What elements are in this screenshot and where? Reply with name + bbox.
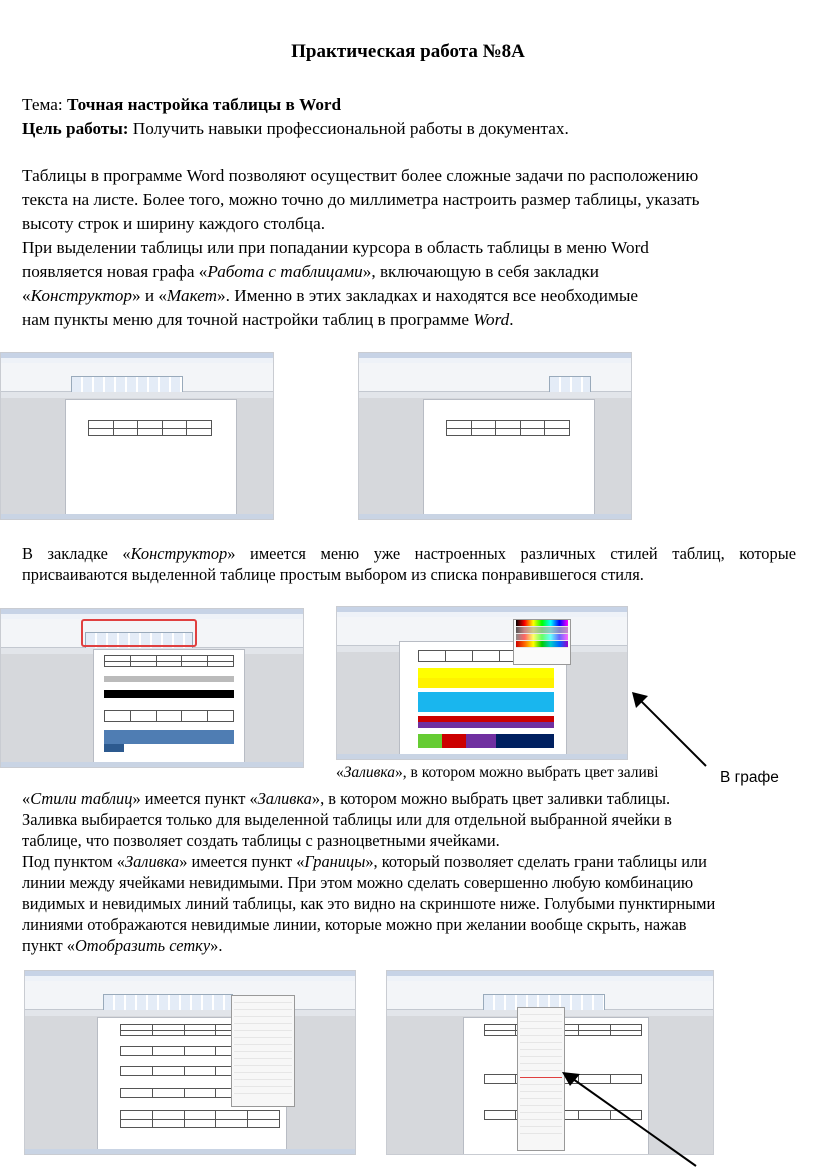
- intro-line-5: появляется новая графа «Работа с таблицами», включающую в себя закладки: [22, 262, 599, 281]
- page-title: Практическая работа №8А: [291, 41, 525, 62]
- word-screenshot-layout: [358, 352, 632, 520]
- goal-label: Цель работы:: [22, 119, 129, 138]
- constructor-paragraph: В закладке «Конструктор» имеется меню уже настроенных различных стилей таблиц, которые присваиваются выделенной таблице простым выбором из списка понравившегося стиля.: [22, 544, 796, 584]
- intro-line-7: нам пункты меню для точной настройки таблиц в программе Word.: [22, 310, 514, 329]
- styles-line-8: пункт «Отобразить сетку».: [22, 936, 223, 955]
- context-menu: [517, 1007, 565, 1151]
- intro-line-6: «Конструктор» и «Макет». Именно в этих закладках и находятся все необходимые: [22, 286, 639, 305]
- pointer-arrow: [630, 690, 710, 770]
- styles-line-5: линии между ячейками невидимыми. При этом можно сделать совершенно любую комбинацию: [22, 873, 694, 892]
- intro-line-3: высоту строк и ширину каждого столбца.: [22, 214, 325, 233]
- styles-line-2: Заливка выбирается только для выделенной таблицы или для отдельной выбранной ячейки в: [22, 810, 672, 829]
- topic-label: Тема:: [22, 95, 63, 114]
- word-screenshot-table-styles: [0, 608, 304, 768]
- goal-value: Получить навыки профессиональной работы в документах.: [132, 119, 569, 138]
- pointer-arrow-bottom: [560, 1070, 700, 1170]
- topic-line: [22, 94, 341, 115]
- fill-color-palette: [513, 619, 571, 665]
- styles-highlight: [81, 619, 197, 647]
- styles-line-4: Под пунктом «Заливка» имеется пункт «Границы», который позволяет сделать грани таблицы или: [22, 852, 707, 871]
- word-screenshot-constructor: [0, 352, 274, 520]
- borders-menu: [231, 995, 295, 1107]
- word-screenshot-fill: [336, 606, 628, 760]
- styles-line-7: линиями отображаются невидимые линии, которые можно при желании вообще скрыть, нажав: [22, 915, 687, 934]
- styles-line-3: таблице, что позволяет создать таблицы с разноцветными ячейками.: [22, 831, 500, 850]
- word-screenshot-borders: [24, 970, 356, 1155]
- overlap-caption-right: В графе: [720, 769, 779, 786]
- topic-value: Точная настройка таблицы в Word: [66, 95, 342, 114]
- styles-line-1: «Стили таблиц» имеется пункт «Заливка», в котором можно выбрать цвет заливки таблицы.: [22, 789, 671, 808]
- styles-line-6: видимых и невидимых линий таблицы, как это видно на скриншоте ниже. Голубыми пунктирными: [22, 894, 716, 913]
- intro-line-4: При выделении таблицы или при попадании курсора в область таблицы в меню Word: [22, 238, 649, 257]
- overlap-caption: «Заливка», в котором можно выбрать цвет заливі: [336, 764, 659, 781]
- intro-line-1: Таблицы в программе Word позволяют осуществит более сложные задачи по расположению: [22, 166, 699, 185]
- intro-line-2: текста на листе. Более того, можно точно до миллиметра настроить размер таблицы, указать: [22, 190, 700, 209]
- goal-line: [22, 118, 569, 139]
